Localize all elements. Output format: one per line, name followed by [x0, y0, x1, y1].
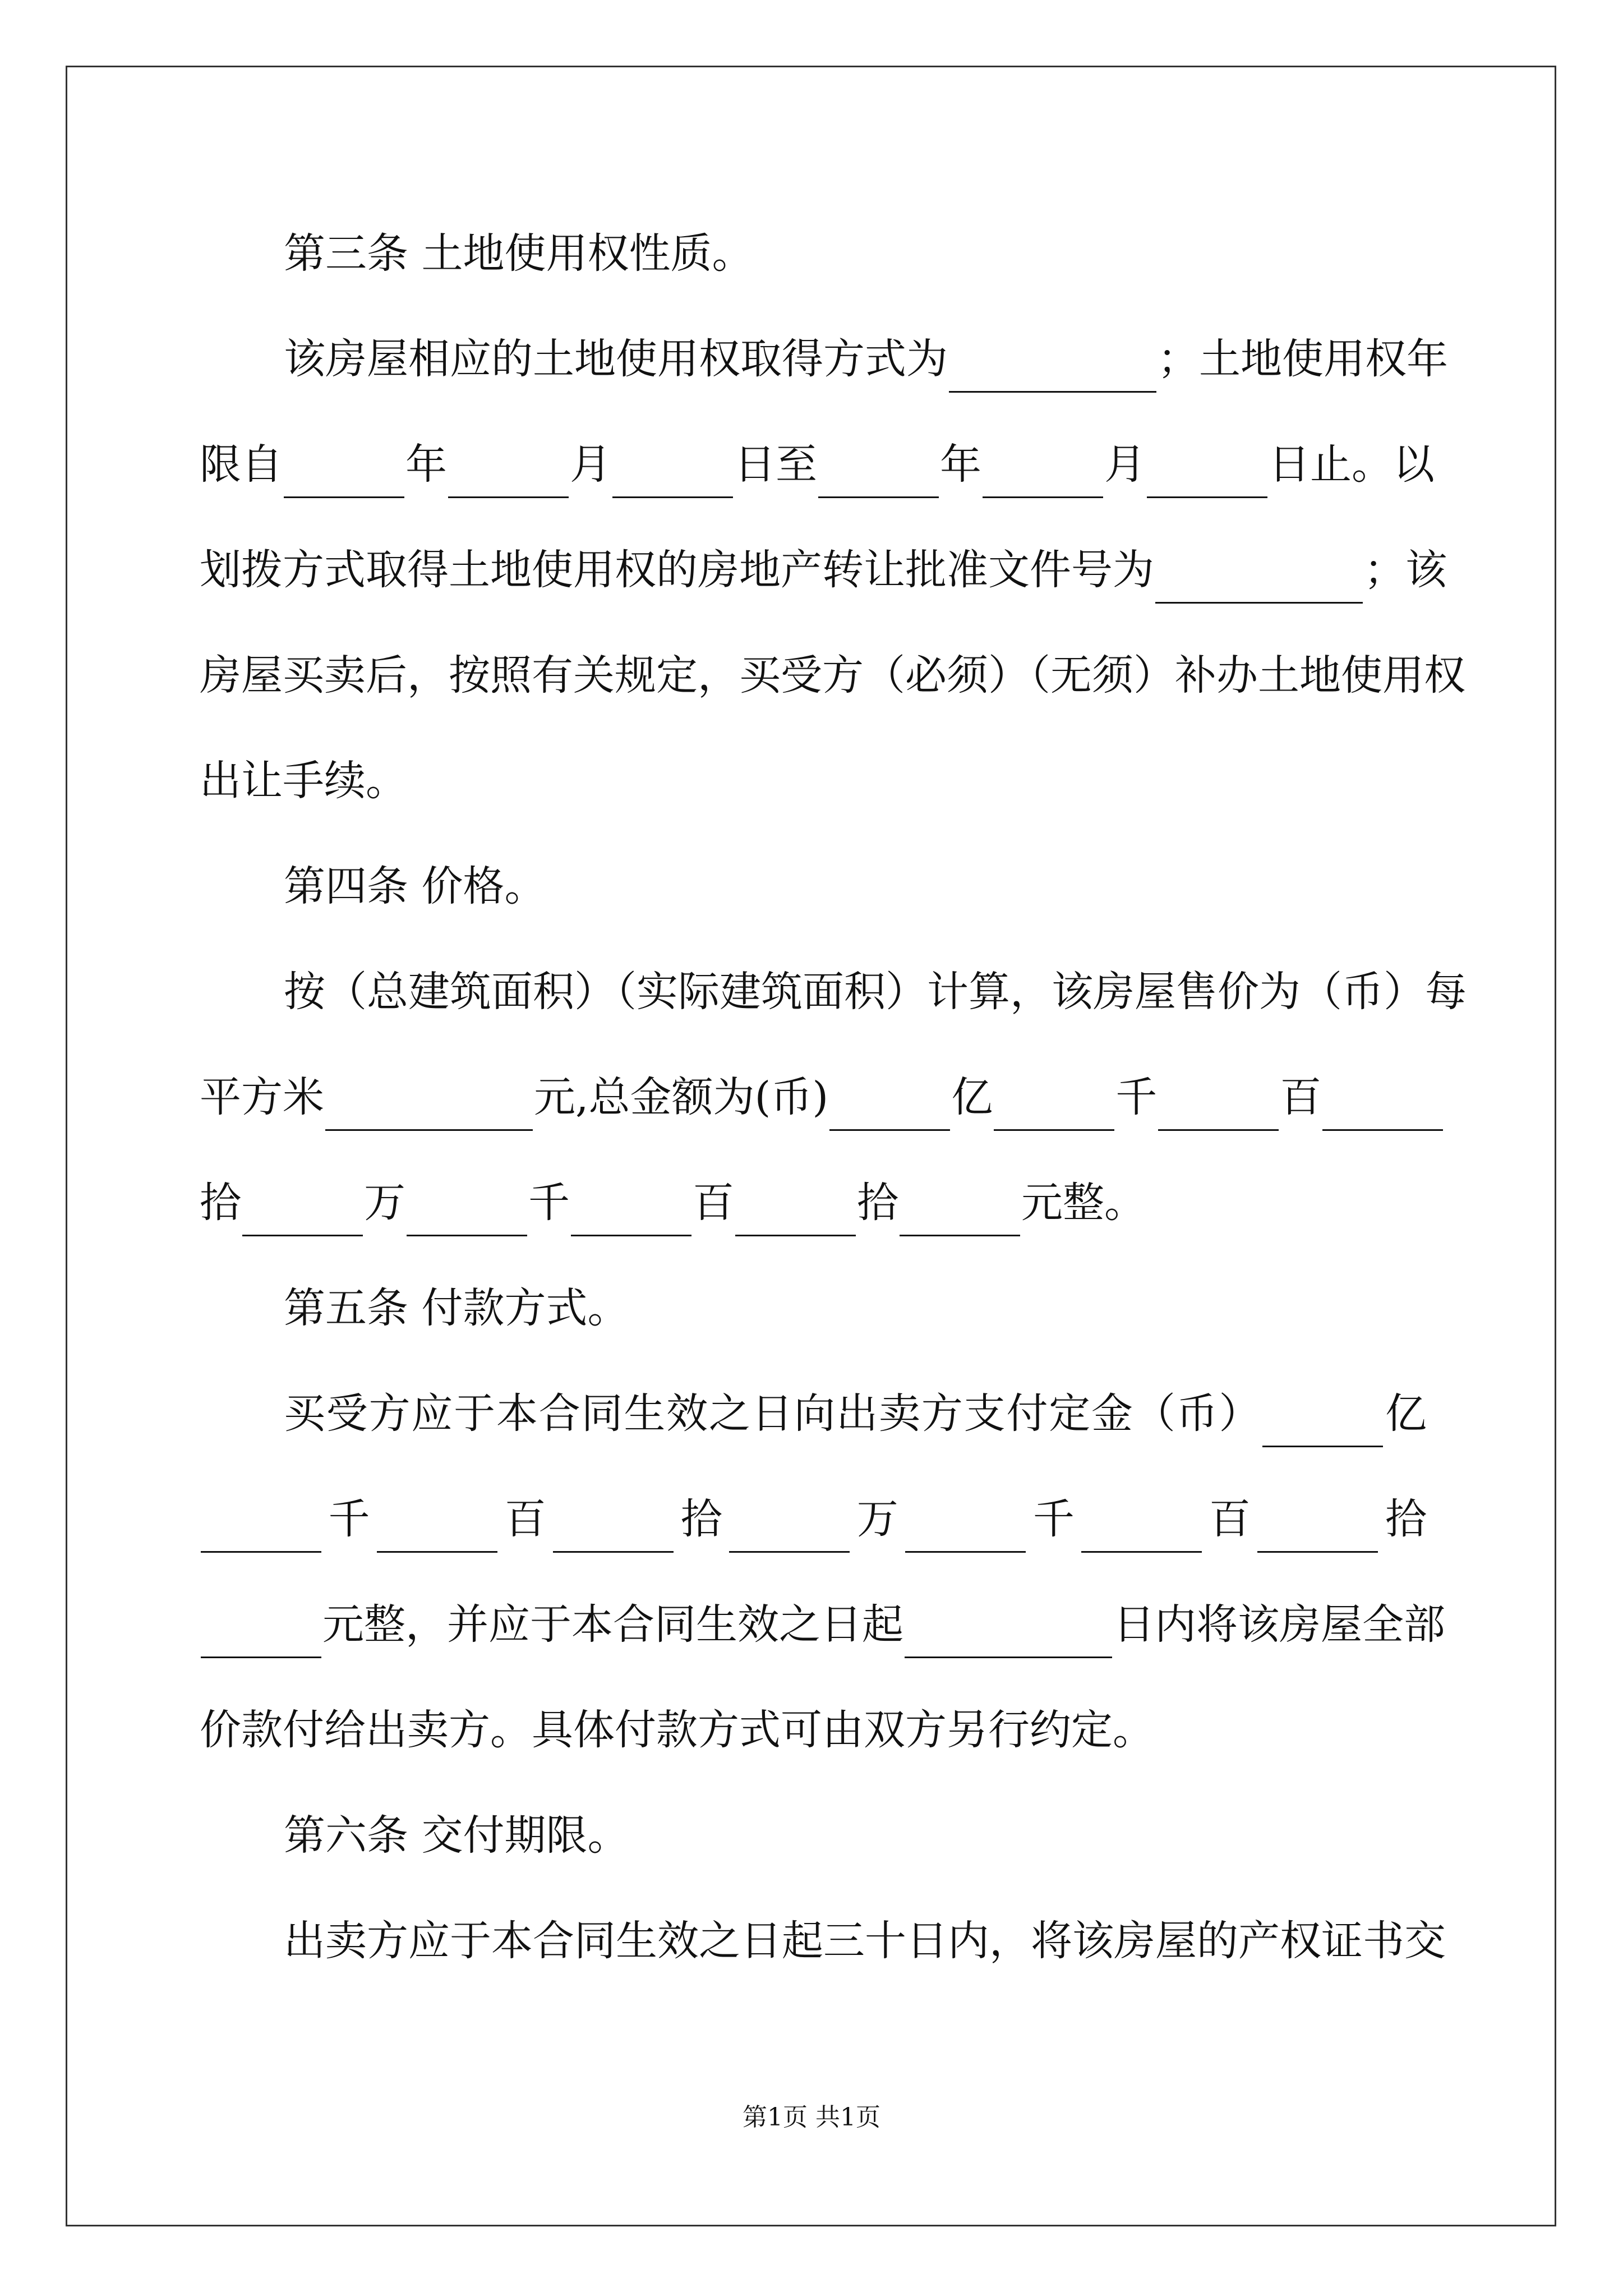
paragraph-line	[200, 1064, 1427, 1131]
fill-in-blank[interactable]	[994, 1090, 1114, 1131]
fill-in-blank[interactable]	[983, 457, 1103, 498]
paragraph-line	[200, 642, 1465, 709]
fill-in-blank[interactable]	[818, 457, 939, 498]
text-segment: 百	[1203, 1495, 1257, 1543]
text-segment: 万	[364, 1179, 405, 1227]
text-segment: 第五条 付款方式。	[284, 1284, 629, 1332]
text-segment: 按（总建筑面积）（实际建筑面积）计算，该房屋售价为（币）每	[284, 968, 1467, 1016]
fill-in-blank[interactable]	[553, 1512, 674, 1553]
fill-in-blank[interactable]	[1081, 1512, 1202, 1553]
paragraph-line	[200, 1907, 1446, 1975]
fill-in-blank[interactable]	[829, 1090, 950, 1131]
paragraph-line	[200, 1591, 1445, 1658]
text-segment: 价款付给出卖方。具体付款方式可由双方另行约定。	[200, 1706, 1154, 1754]
text-segment: 第六条 交付期限。	[284, 1811, 629, 1860]
fill-in-blank[interactable]	[900, 1195, 1020, 1236]
text-segment: 千	[322, 1495, 376, 1543]
paragraph-line	[200, 1696, 1427, 1764]
text-segment: 千	[1027, 1495, 1081, 1543]
text-segment: 日至	[734, 440, 817, 489]
text-segment: 元整，并应于本合同生效之日起	[322, 1600, 903, 1649]
text-segment: 买受方应于本合同生效之日向出卖方支付定金（币）	[284, 1389, 1262, 1438]
fill-in-blank[interactable]	[729, 1512, 850, 1553]
text-segment: 年	[405, 440, 447, 489]
fill-in-blank[interactable]	[448, 457, 569, 498]
page-number-footer: 第1页 共1页	[743, 2103, 880, 2132]
fill-in-blank[interactable]	[1158, 1090, 1279, 1131]
text-segment: 限自	[200, 440, 283, 489]
text-segment: 万	[851, 1495, 905, 1543]
text-segment: 第三条 土地使用权性质。	[284, 229, 754, 278]
fill-in-blank[interactable]	[407, 1195, 527, 1236]
text-segment: 百	[1280, 1073, 1322, 1121]
fill-in-blank[interactable]	[377, 1512, 497, 1553]
text-segment: 元整。	[1021, 1179, 1146, 1227]
fill-in-blank[interactable]	[1147, 457, 1267, 498]
paragraph-line	[200, 1169, 1427, 1236]
text-segment: 月	[1104, 440, 1146, 489]
text-segment: 该房屋相应的土地使用权取得方式为	[284, 335, 948, 383]
article-6-heading	[200, 1802, 1427, 1869]
paragraph-line	[200, 1380, 1427, 1447]
text-segment: 拾	[200, 1179, 241, 1227]
text-segment: 出让手续。	[200, 757, 407, 805]
paragraph-line	[200, 1485, 1427, 1553]
text-segment: 房屋买卖后，按照有关规定，买受方（必须）（无须）补办土地使用权	[200, 651, 1465, 700]
paragraph-line	[200, 958, 1467, 1025]
paragraph-line	[200, 325, 1448, 393]
fill-in-blank[interactable]	[1155, 563, 1363, 604]
article-3-heading	[200, 220, 1427, 287]
text-segment: 日止。以	[1269, 440, 1435, 489]
text-segment: 元,总金额为(币)	[534, 1073, 829, 1121]
fill-in-blank[interactable]	[571, 1195, 691, 1236]
fill-in-blank[interactable]	[325, 1090, 533, 1131]
text-segment: ；该	[1364, 546, 1447, 594]
text-segment: 亿	[1384, 1389, 1427, 1438]
fill-in-blank[interactable]	[1257, 1512, 1378, 1553]
text-segment: 千	[1115, 1073, 1158, 1121]
fill-in-blank[interactable]	[1262, 1406, 1383, 1447]
fill-in-blank[interactable]	[735, 1195, 856, 1236]
paragraph-line	[200, 431, 1435, 498]
fill-in-blank[interactable]	[612, 457, 733, 498]
text-segment: 千	[528, 1179, 570, 1227]
text-segment: 日内将该房屋全部	[1113, 1600, 1445, 1649]
text-segment: 拾	[857, 1179, 898, 1227]
text-segment: 划拨方式取得土地使用权的房地产转让批准文件号为	[200, 546, 1154, 594]
fill-in-blank[interactable]	[242, 1195, 363, 1236]
paragraph-line	[200, 536, 1447, 604]
text-segment: 拾	[1379, 1495, 1427, 1543]
fill-in-blank[interactable]	[905, 1512, 1026, 1553]
paragraph-line	[200, 747, 1427, 815]
text-segment: ；土地使用权年	[1158, 335, 1448, 383]
text-segment: 月	[570, 440, 611, 489]
text-segment: 百	[693, 1179, 734, 1227]
text-segment: 拾	[675, 1495, 728, 1543]
fill-in-blank[interactable]	[201, 1617, 321, 1658]
text-segment: 平方米	[200, 1073, 324, 1121]
text-segment: 出卖方应于本合同生效之日起三十日内，将该房屋的产权证书交	[284, 1917, 1446, 1965]
fill-in-blank[interactable]	[905, 1617, 1112, 1658]
text-segment: 亿	[951, 1073, 993, 1121]
article-5-heading	[200, 1274, 1427, 1342]
text-segment: 年	[940, 440, 981, 489]
fill-in-blank[interactable]	[201, 1512, 321, 1553]
fill-in-blank[interactable]	[949, 352, 1156, 393]
fill-in-blank[interactable]	[1322, 1090, 1443, 1131]
fill-in-blank[interactable]	[284, 457, 404, 498]
article-4-heading	[200, 853, 1427, 920]
text-segment: 第四条 价格。	[284, 862, 546, 910]
text-segment: 百	[499, 1495, 552, 1543]
